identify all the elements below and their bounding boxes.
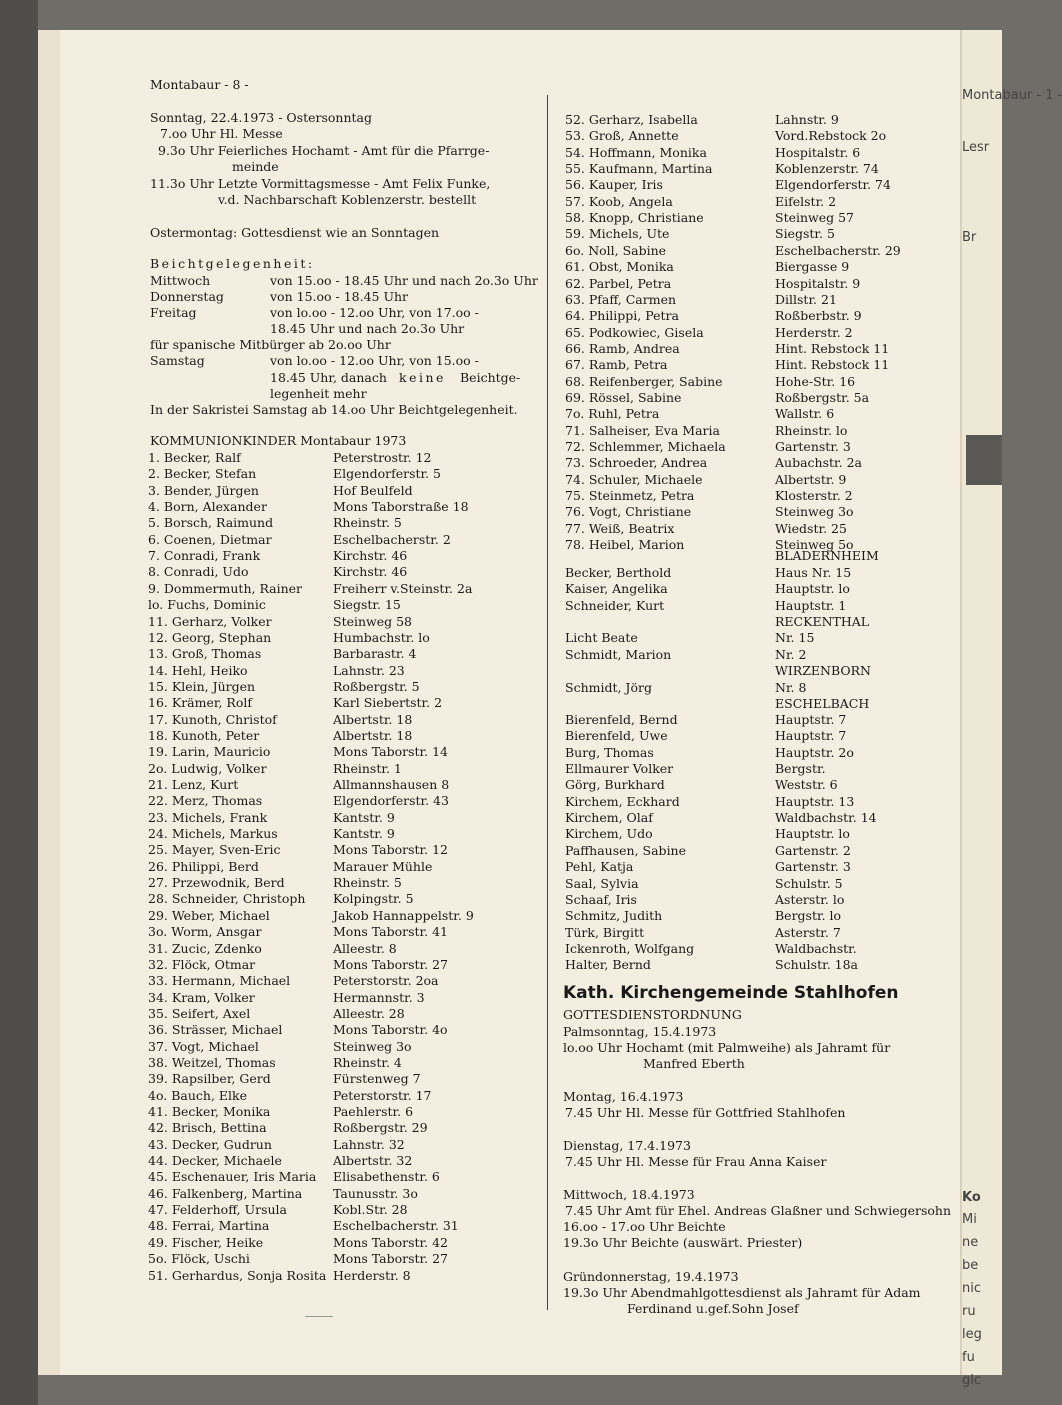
child-address: Peterstrostr. 12	[333, 450, 432, 465]
child-name: 4o. Bauch, Elke	[148, 1087, 247, 1103]
village-child-name: Saal, Sylvia	[565, 875, 639, 891]
child-address: Elgendorferstr. 5	[333, 466, 442, 482]
child-address: Albertstr. 18	[333, 711, 413, 727]
child-address: Fürstenweg 7	[333, 1071, 421, 1087]
fragment: Montabaur - 1 -	[962, 88, 1062, 103]
fragment: Lesr	[962, 140, 990, 155]
child-name: 49. Fischer, Heike	[148, 1234, 264, 1250]
child-address: Rheinstr. lo	[775, 422, 848, 438]
child-name: 75. Steinmetz, Petra	[565, 488, 695, 504]
village-child-address: Bergstr.	[775, 761, 826, 777]
child-address: Mons Taborstr. 41	[333, 924, 448, 940]
service-line: 7.45 Uhr Hl. Messe für Frau Anna Kaiser	[565, 1154, 827, 1169]
page-edge	[38, 30, 61, 1375]
fragment: ru	[962, 1304, 976, 1319]
child-address: Klosterstr. 2	[775, 488, 853, 504]
child-name: 23. Michels, Frank	[148, 809, 268, 825]
child-name: 58. Knopp, Christiane	[565, 210, 704, 226]
page-header: Montabaur - 8 -	[150, 77, 249, 92]
child-address: Roßbergstr. 5	[333, 678, 420, 694]
child-name: 61. Obst, Monika	[565, 259, 674, 275]
fragment: ne	[962, 1235, 979, 1250]
child-name: 64. Philippi, Petra	[565, 308, 679, 324]
village-name: WIRZENBORN	[775, 663, 871, 678]
child-address: Mons Taborstraße 18	[333, 499, 469, 515]
child-name: 66. Ramb, Andrea	[565, 340, 680, 356]
confession-spanish: für spanische Mitbürger ab 2o.oo Uhr	[150, 337, 391, 352]
child-address: Albertstr. 18	[333, 727, 413, 743]
child-name: 74. Schuler, Michaele	[565, 471, 703, 487]
child-address: Rheinstr. 5	[333, 515, 402, 531]
child-name: 39. Rapsilber, Gerd	[148, 1071, 271, 1087]
village-child-name: Paffhausen, Sabine	[565, 842, 687, 858]
child-address: Barbarastr. 4	[333, 646, 417, 662]
stahlhofen-title: Kath. Kirchengemeinde Stahlhofen	[563, 983, 899, 1003]
child-name: 15. Klein, Jürgen	[148, 678, 256, 694]
village-child-address: Hauptstr. lo	[775, 581, 850, 596]
child-address: Roßberbstr. 9	[775, 308, 862, 324]
end-dash	[305, 1316, 333, 1317]
village-child-name: Bierenfeld, Bernd	[565, 712, 678, 727]
child-address: Rheinstr. 4	[333, 1054, 402, 1070]
child-name: 2o. Ludwig, Volker	[148, 760, 267, 776]
confession-time: 18.45 Uhr, danach	[270, 370, 387, 385]
child-name: 9. Dommermuth, Rainer	[148, 580, 303, 596]
child-address: Allmannshausen 8	[333, 777, 450, 792]
child-name: 27. Przewodnik, Berd	[148, 875, 285, 891]
child-name: 57. Koob, Angela	[565, 193, 673, 209]
child-name: 34. Kram, Volker	[148, 989, 255, 1005]
book-spine	[0, 0, 38, 1405]
village-child-address: Nr. 15	[775, 630, 815, 645]
child-address: Taunusstr. 3o	[333, 1185, 418, 1201]
child-address: Peterstorstr. 2oa	[333, 973, 439, 989]
child-address: Kirchstr. 46	[333, 548, 408, 564]
child-address: Steinweg 57	[775, 210, 855, 226]
child-address: Albertstr. 9	[775, 471, 847, 487]
child-name: 6o. Noll, Sabine	[565, 242, 667, 258]
village-child-name: Schmidt, Marion	[565, 647, 672, 662]
sunday-line: 7.oo Uhr Hl. Messe	[160, 126, 283, 141]
easter-monday: Ostermontag: Gottesdienst wie an Sonntagen	[150, 225, 440, 240]
child-address: Eifelstr. 2	[775, 193, 837, 209]
village-child-name: Schmidt, Jörg	[565, 680, 652, 695]
child-address: Lahnstr. 23	[333, 662, 405, 678]
child-address: Wiedstr. 25	[775, 520, 847, 536]
fragment: Mi	[962, 1212, 977, 1227]
child-address: Eschelbacherstr. 31	[333, 1218, 459, 1234]
village-child-address: Weststr. 6	[775, 777, 838, 793]
fragment: leg	[962, 1327, 982, 1342]
sunday-line: 11.3o Uhr Letzte Vormittagsmesse - Amt Felix Funke,	[150, 176, 491, 191]
village-child-address: Hauptstr. 13	[775, 793, 855, 809]
child-address: Wallstr. 6	[775, 406, 835, 422]
child-address: Karl Siebertstr. 2	[333, 695, 443, 711]
sunday-line: 9.3o Uhr Feierliches Hochamt - Amt für die Pfarrge-	[158, 143, 490, 158]
child-name: 18. Kunoth, Peter	[148, 727, 260, 743]
child-name: lo. Fuchs, Dominic	[148, 597, 266, 613]
village-child-address: Schulstr. 18a	[775, 957, 859, 973]
tuesday-date: Dienstag, 17.4.1973	[563, 1138, 691, 1153]
child-address: Eschelbacherstr. 2	[333, 531, 451, 547]
village-child-address: Nr. 8	[775, 680, 807, 695]
child-name: 69. Rössel, Sabine	[565, 389, 682, 405]
confession-day: Freitag	[150, 305, 197, 320]
child-address: Peterstorstr. 17	[333, 1087, 432, 1103]
village-child-name: Schaaf, Iris	[565, 891, 637, 907]
child-name: 45. Eschenauer, Iris Maria	[148, 1169, 317, 1185]
child-name: 72. Schlemmer, Michaela	[565, 439, 726, 454]
child-name: 13. Groß, Thomas	[148, 646, 262, 662]
child-address: Siegstr. 5	[775, 226, 835, 242]
child-address: Eschelbacherstr. 29	[775, 242, 901, 258]
child-address: Biergasse 9	[775, 259, 850, 275]
child-name: 26. Philippi, Berd	[148, 858, 259, 874]
child-address: Hohe-Str. 16	[775, 373, 856, 389]
confession-time: von 15.oo - 18.45 Uhr und nach 2o.3o Uhr	[270, 273, 538, 288]
child-address: Lahnstr. 32	[333, 1136, 405, 1152]
child-name: 16. Krämer, Rolf	[148, 695, 252, 711]
child-name: 5o. Flöck, Uschi	[148, 1251, 250, 1267]
child-name: 3. Bender, Jürgen	[148, 482, 259, 498]
child-name: 56. Kauper, Iris	[565, 177, 663, 193]
child-name: 67. Ramb, Petra	[565, 357, 668, 373]
child-name: 78. Heibel, Marion	[565, 537, 685, 553]
confession-time: von lo.oo - 12.oo Uhr, von 17.oo -	[270, 305, 479, 320]
confession-day: Mittwoch	[150, 273, 211, 288]
child-name: 59. Michels, Ute	[565, 226, 670, 242]
child-name: 24. Michels, Markus	[148, 826, 278, 842]
service-line: lo.oo Uhr Hochamt (mit Palmweihe) als Jahramt für	[563, 1040, 891, 1055]
child-address: Steinweg 3o	[775, 504, 854, 520]
village-child-name: Ickenroth, Wolfgang	[565, 940, 695, 956]
village-child-address: Hauptstr. 7	[775, 728, 847, 744]
village-child-name: Kaiser, Angelika	[565, 581, 668, 596]
child-address: Gartenstr. 3	[775, 439, 851, 454]
child-name: 44. Decker, Michaele	[148, 1153, 282, 1169]
village-name: BLADERNHEIM	[775, 548, 879, 563]
village-child-name: Ellmaurer Volker	[565, 761, 674, 777]
child-address: Kolpingstr. 5	[333, 891, 414, 907]
child-name: 77. Weiß, Beatrix	[565, 520, 675, 536]
child-address: Hospitalstr. 6	[775, 144, 861, 160]
village-child-address: Haus Nr. 15	[775, 565, 852, 580]
village-child-name: Türk, Birgitt	[565, 924, 645, 940]
village-child-address: Hauptstr. 2o	[775, 744, 854, 760]
confession-day: Samstag	[150, 353, 205, 368]
child-address: Alleestr. 28	[333, 1005, 405, 1021]
child-name: 1. Becker, Ralf	[148, 450, 241, 465]
child-name: 5. Borsch, Raimund	[148, 515, 274, 531]
service-line: 7.45 Uhr Hl. Messe für Gottfried Stahlhofen	[565, 1105, 846, 1120]
child-address: Roßbergstr. 29	[333, 1120, 428, 1136]
child-name: 4. Born, Alexander	[148, 499, 267, 515]
child-address: Mons Taborstr. 12	[333, 842, 448, 858]
child-name: 38. Weitzel, Thomas	[148, 1054, 276, 1070]
fragment: Ko	[962, 1190, 981, 1205]
service-line: Ferdinand u.gef.Sohn Josef	[627, 1301, 799, 1316]
confession-time: von lo.oo - 12.oo Uhr, von 15.oo -	[270, 353, 479, 368]
child-address: Jakob Hannappelstr. 9	[333, 907, 474, 923]
child-address: Kantstr. 9	[333, 826, 395, 842]
confession-sacristy: In der Sakristei Samstag ab 14.oo Uhr Beichtgelegenheit.	[150, 402, 518, 417]
village-child-address: Hauptstr. 7	[775, 712, 847, 727]
dark-block	[966, 435, 1002, 485]
child-name: 68. Reifenberger, Sabine	[565, 373, 723, 389]
child-address: Humbachstr. lo	[333, 629, 430, 645]
child-address: Mons Taborstr. 4o	[333, 1022, 448, 1038]
village-child-name: Kirchem, Olaf	[565, 810, 653, 826]
village-child-address: Waldbachstr. 14	[775, 810, 877, 826]
child-name: 41. Becker, Monika	[148, 1104, 271, 1119]
child-name: 55. Kaufmann, Martina	[565, 161, 713, 177]
child-address: Elisabethenstr. 6	[333, 1169, 440, 1185]
child-name: 71. Salheiser, Eva Maria	[565, 422, 720, 438]
child-address: Hospitalstr. 9	[775, 275, 861, 291]
child-name: 53. Groß, Annette	[565, 128, 679, 144]
child-name: 32. Flöck, Otmar	[148, 956, 256, 972]
confession-emphasis: keine	[399, 370, 446, 385]
village-child-name: Kirchem, Eckhard	[565, 793, 680, 809]
child-name: 2. Becker, Stefan	[148, 466, 257, 482]
child-address: Steinweg 5o	[775, 537, 854, 553]
village-name: RECKENTHAL	[775, 614, 870, 629]
monday-date: Montag, 16.4.1973	[563, 1089, 684, 1104]
service-line: 16.oo - 17.oo Uhr Beichte	[563, 1219, 726, 1234]
child-address: Rheinstr. 5	[333, 875, 402, 891]
child-address: Koblenzerstr. 74	[775, 161, 879, 177]
child-name: 76. Vogt, Christiane	[565, 504, 692, 520]
village-child-address: Hauptstr. lo	[775, 826, 850, 842]
child-name: 62. Parbel, Petra	[565, 275, 672, 291]
village-child-address: Gartenstr. 2	[775, 842, 851, 858]
child-address: Elgendorferstr. 74	[775, 177, 891, 193]
fragment: Br	[962, 230, 977, 245]
child-name: 22. Merz, Thomas	[148, 793, 263, 809]
child-name: 6. Coenen, Dietmar	[148, 531, 272, 547]
village-child-name: Görg, Burkhard	[565, 777, 665, 793]
child-address: Marauer Mühle	[333, 858, 433, 874]
stahlhofen-subtitle: GOTTESDIENSTORDNUNG	[563, 1007, 742, 1022]
child-name: 28. Schneider, Christoph	[148, 891, 306, 907]
child-name: 12. Georg, Stephan	[148, 629, 272, 645]
child-name: 43. Decker, Gudrun	[148, 1136, 272, 1152]
child-name: 11. Gerharz, Volker	[148, 613, 272, 629]
confession-time: von 15.oo - 18.45 Uhr	[270, 289, 409, 304]
child-name: 48. Ferrai, Martina	[148, 1218, 270, 1234]
village-child-name: Kirchem, Udo	[565, 826, 653, 842]
village-child-address: Gartenstr. 3	[775, 859, 851, 875]
child-address: Kobl.Str. 28	[333, 1202, 408, 1218]
child-address: Mons Taborstr. 27	[333, 1251, 448, 1267]
child-name: 29. Weber, Michael	[148, 907, 270, 923]
child-name: 63. Pfaff, Carmen	[565, 291, 677, 307]
child-name: 14. Hehl, Heiko	[148, 662, 248, 678]
right-page-fragment	[960, 30, 1062, 1388]
child-address: Hint. Rebstock 11	[775, 357, 890, 373]
child-address: Paehlerstr. 6	[333, 1104, 414, 1119]
village-child-address: Hauptstr. 1	[775, 598, 847, 613]
child-address: Steinweg 3o	[333, 1038, 412, 1054]
village-child-name: Schmitz, Judith	[565, 908, 663, 924]
village-child-address: Asterstr. 7	[775, 924, 841, 940]
child-address: Hermannstr. 3	[333, 989, 425, 1005]
child-name: 46. Falkenberg, Martina	[148, 1185, 303, 1201]
village-child-address: Schulstr. 5	[775, 875, 843, 891]
village-child-address: Nr. 2	[775, 647, 807, 662]
village-child-name: Schneider, Kurt	[565, 598, 665, 613]
child-name: 17. Kunoth, Christof	[148, 711, 277, 727]
child-address: Kirchstr. 46	[333, 564, 408, 580]
sunday-title: Sonntag, 22.4.1973 - Ostersonntag	[150, 110, 372, 125]
child-address: Herderstr. 2	[775, 324, 853, 340]
service-line: 7.45 Uhr Amt für Ehel. Andreas Glaßner und Schwiegersohn	[565, 1203, 952, 1218]
village-child-name: Burg, Thomas	[565, 744, 654, 760]
child-name: 7o. Ruhl, Petra	[565, 406, 660, 422]
sunday-line: meinde	[232, 159, 279, 174]
village-child-name: Pehl, Katja	[565, 859, 634, 875]
child-name: 19. Larin, Mauricio	[148, 744, 271, 760]
child-address: Hint. Rebstock 11	[775, 340, 890, 356]
village-child-name: Licht Beate	[565, 630, 638, 645]
confession-heading: Beichtgelegenheit:	[150, 256, 315, 271]
confession-time: 18.45 Uhr und nach 2o.3o Uhr	[270, 321, 465, 336]
child-address: Rheinstr. 1	[333, 760, 402, 776]
child-name: 33. Hermann, Michael	[148, 973, 291, 989]
child-address: Kantstr. 9	[333, 809, 395, 825]
child-address: Alleestr. 8	[333, 940, 397, 956]
child-name: 21. Lenz, Kurt	[148, 777, 239, 792]
child-address: Mons Taborstr. 27	[333, 956, 448, 972]
child-address: Steinweg 58	[333, 613, 413, 629]
child-address: Herderstr. 8	[333, 1267, 411, 1283]
child-name: 31. Zucic, Zdenko	[148, 940, 262, 956]
child-name: 36. Strässer, Michael	[148, 1022, 283, 1038]
village-child-name: Becker, Berthold	[565, 565, 672, 580]
village-child-address: Waldbachstr.	[775, 940, 857, 956]
wednesday-date: Mittwoch, 18.4.1973	[563, 1187, 695, 1202]
child-name: 42. Brisch, Bettina	[148, 1120, 267, 1136]
service-line: Manfred Eberth	[643, 1056, 745, 1071]
confession-time: legenheit mehr	[270, 386, 367, 401]
child-name: 8. Conradi, Udo	[148, 564, 249, 580]
child-address: Dillstr. 21	[775, 291, 837, 307]
child-address: Mons Taborstr. 14	[333, 744, 448, 760]
confession-time: Beichtge-	[460, 370, 521, 385]
fragment: glc	[962, 1373, 982, 1388]
thursday-date: Gründonnerstag, 19.4.1973	[563, 1269, 739, 1284]
child-name: 54. Hoffmann, Monika	[565, 144, 707, 160]
child-name: 73. Schroeder, Andrea	[565, 455, 708, 471]
child-address: Albertstr. 32	[333, 1153, 413, 1169]
child-name: 37. Vogt, Michael	[148, 1038, 259, 1054]
child-name: 47. Felderhoff, Ursula	[148, 1202, 287, 1218]
child-address: Hof Beulfeld	[333, 482, 413, 498]
child-address: Freiherr v.Steinstr. 2a	[333, 580, 473, 596]
child-address: Siegstr. 15	[333, 597, 401, 613]
communion-title: KOMMUNIONKINDER Montabaur 1973	[150, 433, 407, 448]
village-name: ESCHELBACH	[775, 696, 870, 711]
child-name: 51. Gerhardus, Sonja Rosita	[148, 1267, 327, 1283]
village-child-address: Asterstr. lo	[775, 891, 845, 907]
child-address: Vord.Rebstock 2o	[775, 128, 887, 144]
village-child-name: Halter, Bernd	[565, 957, 651, 973]
service-line: 19.3o Uhr Beichte (auswärt. Priester)	[563, 1235, 803, 1250]
fragment: fu	[962, 1350, 975, 1365]
service-line: 19.3o Uhr Abendmahlgottesdienst als Jahramt für Adam	[563, 1285, 921, 1300]
child-address: Lahnstr. 9	[775, 112, 839, 127]
child-name: 25. Mayer, Sven-Eric	[148, 842, 281, 858]
confession-day: Donnerstag	[150, 289, 224, 304]
child-name: 35. Seifert, Axel	[148, 1005, 251, 1021]
child-name: 52. Gerharz, Isabella	[565, 112, 698, 127]
child-address: Roßbergstr. 5a	[775, 389, 870, 405]
child-name: 3o. Worm, Ansgar	[148, 924, 262, 940]
sunday-line: v.d. Nachbarschaft Koblenzerstr. bestellt	[218, 192, 477, 207]
village-child-name: Bierenfeld, Uwe	[565, 728, 668, 744]
child-name: 7. Conradi, Frank	[148, 548, 261, 564]
child-name: 65. Podkowiec, Gisela	[565, 324, 704, 340]
child-address: Mons Taborstr. 42	[333, 1234, 448, 1250]
fragment: be	[962, 1258, 979, 1273]
fragment: nic	[962, 1281, 981, 1296]
child-address: Elgendorferstr. 43	[333, 793, 449, 809]
palm-sunday-date: Palmsonntag, 15.4.1973	[563, 1024, 717, 1039]
village-child-address: Bergstr. lo	[775, 908, 842, 924]
column-divider	[547, 95, 548, 1310]
child-address: Aubachstr. 2a	[775, 455, 862, 471]
